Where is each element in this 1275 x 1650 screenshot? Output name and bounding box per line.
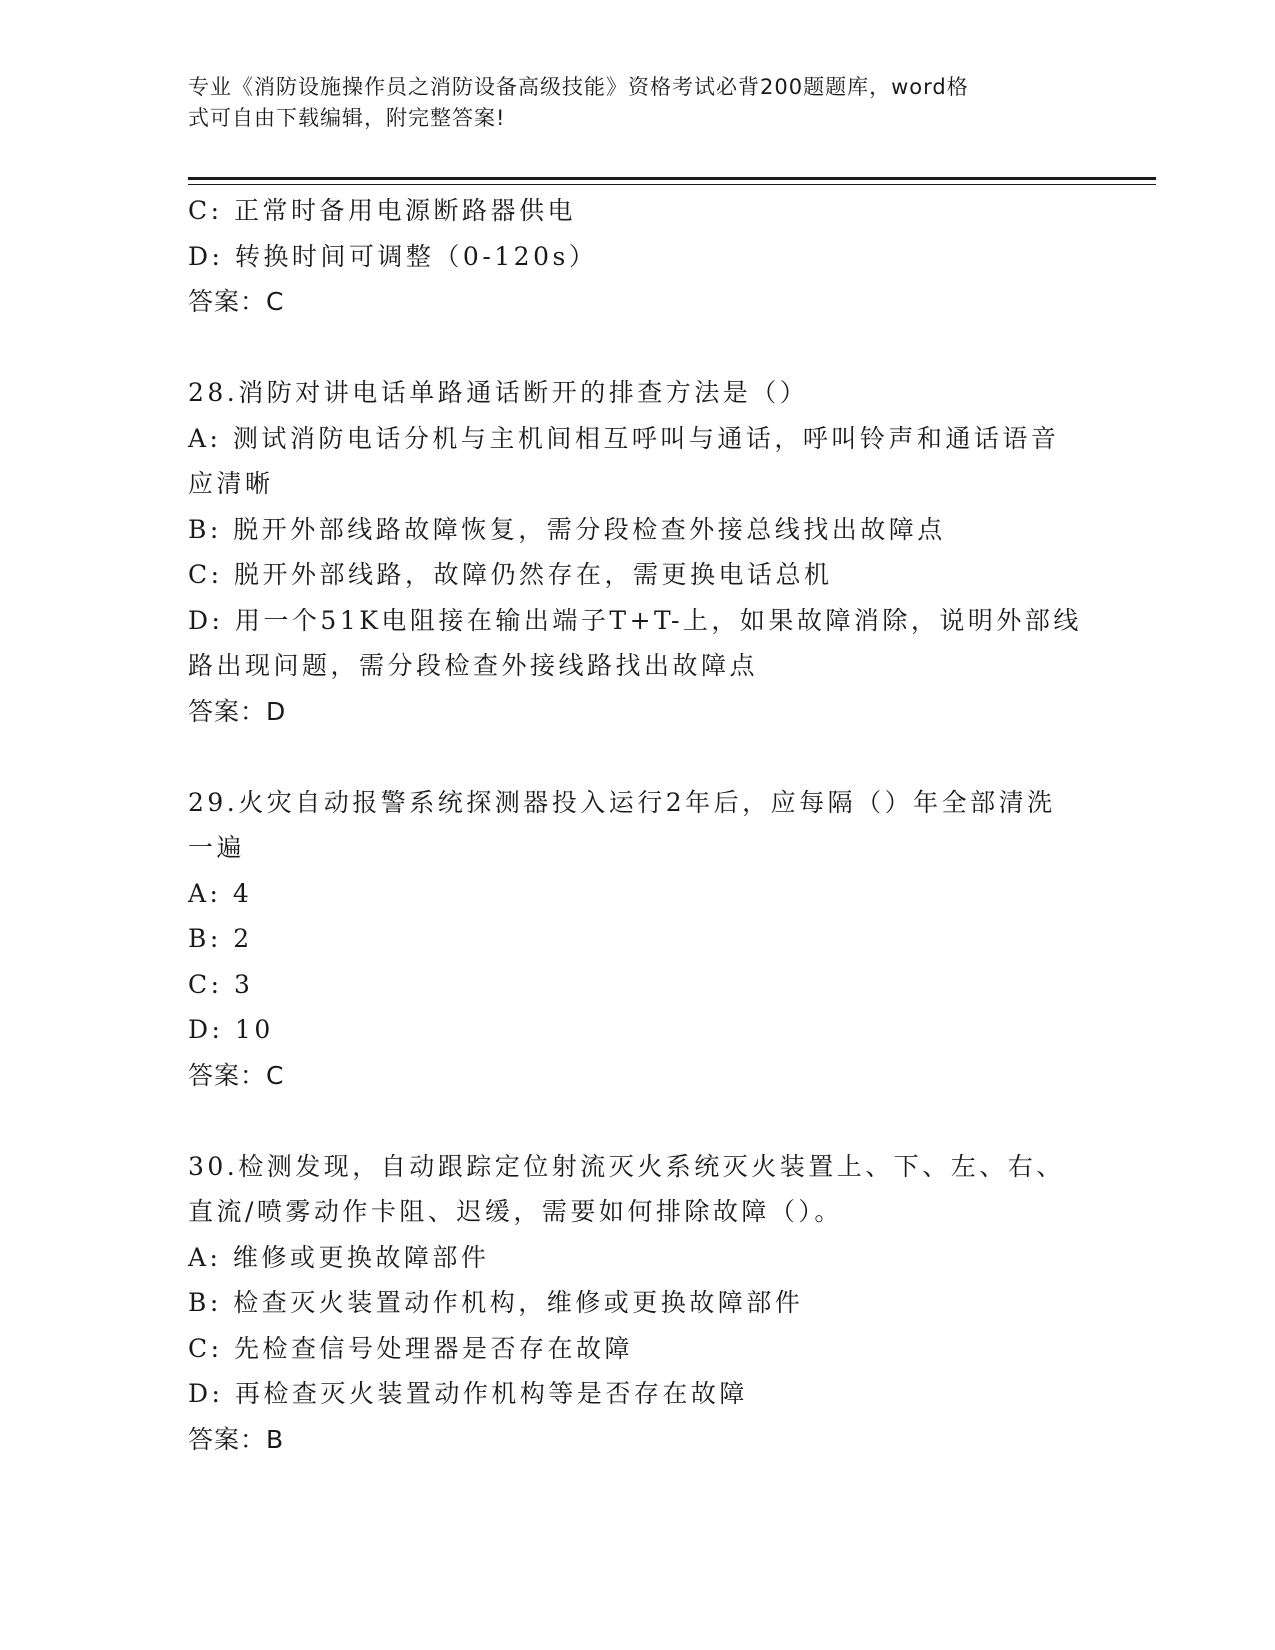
header-title-line-1: 专业《消防设施操作员之消防设备高级技能》资格考试必背200题题库，word格 (188, 75, 969, 99)
answer-label: 答案：B (188, 1424, 285, 1454)
question-stem: 28.消防对讲电话单路通话断开的排查方法是（） (188, 378, 809, 407)
answer-label: 答案：D (188, 696, 287, 726)
question-stem: 30.检测发现，自动跟踪定位射流灭火系统灭火装置上、下、左、右、 (188, 1151, 1065, 1181)
answer-label: 答案：C (188, 1060, 285, 1090)
option-d: D: 转换时间可调整（0-120s） (188, 241, 598, 271)
spacer (188, 734, 1088, 780)
option-b: B: 检查灭火装置动作机构，维修或更换故障部件 (188, 1288, 804, 1317)
answer-label: 答案：C (188, 287, 285, 316)
question-29 (188, 780, 1088, 1099)
header-divider-thick (188, 177, 1156, 180)
document-header (188, 72, 1068, 134)
option-c: C: 3 (188, 969, 254, 999)
question-stem-continued: 直流/喷雾动作卡阻、迟缓，需要如何排除故障（）。 (188, 1197, 843, 1226)
option-c: C: 脱开外部线路，故障仍然存在，需更换电话总机 (188, 560, 833, 589)
spacer (188, 1098, 1088, 1144)
header-title-line-2: 式可自由下载编辑，附完整答案! (188, 106, 506, 130)
option-a: A: 测试消防电话分机与主机间相互呼叫与通话，呼叫铃声和通话语音 (188, 423, 1060, 453)
option-d: D: 用一个51K电阻接在输出端子T+T-上，如果故障消除，说明外部线 (188, 605, 1082, 635)
question-stem-continued: 一遍 (188, 833, 246, 862)
question-list (188, 188, 1088, 1462)
option-a: A: 维修或更换故障部件 (188, 1242, 490, 1272)
header-divider-thin (188, 184, 1156, 185)
option-a: A: 4 (188, 878, 253, 908)
option-d: D: 10 (188, 1015, 274, 1044)
option-b: B: 2 (188, 924, 253, 953)
option-c: C: 先检查信号处理器是否存在故障 (188, 1333, 633, 1363)
option-a-continued: 应清晰 (188, 469, 274, 498)
question-stem: 29.火灾自动报警系统探测器投入运行2年后，应每隔（）年全部清洗 (188, 787, 1056, 817)
question-30 (188, 1144, 1088, 1463)
question-27 (188, 188, 1088, 325)
option-d-continued: 路出现问题，需分段检查外接线路找出故障点 (188, 651, 759, 680)
option-c: C: 正常时备用电源断路器供电 (188, 196, 576, 225)
option-b: B: 脱开外部线路故障恢复，需分段检查外接总线找出故障点 (188, 514, 946, 544)
question-28 (188, 370, 1088, 734)
option-d: D: 再检查灭火装置动作机构等是否存在故障 (188, 1379, 748, 1408)
spacer (188, 325, 1088, 371)
